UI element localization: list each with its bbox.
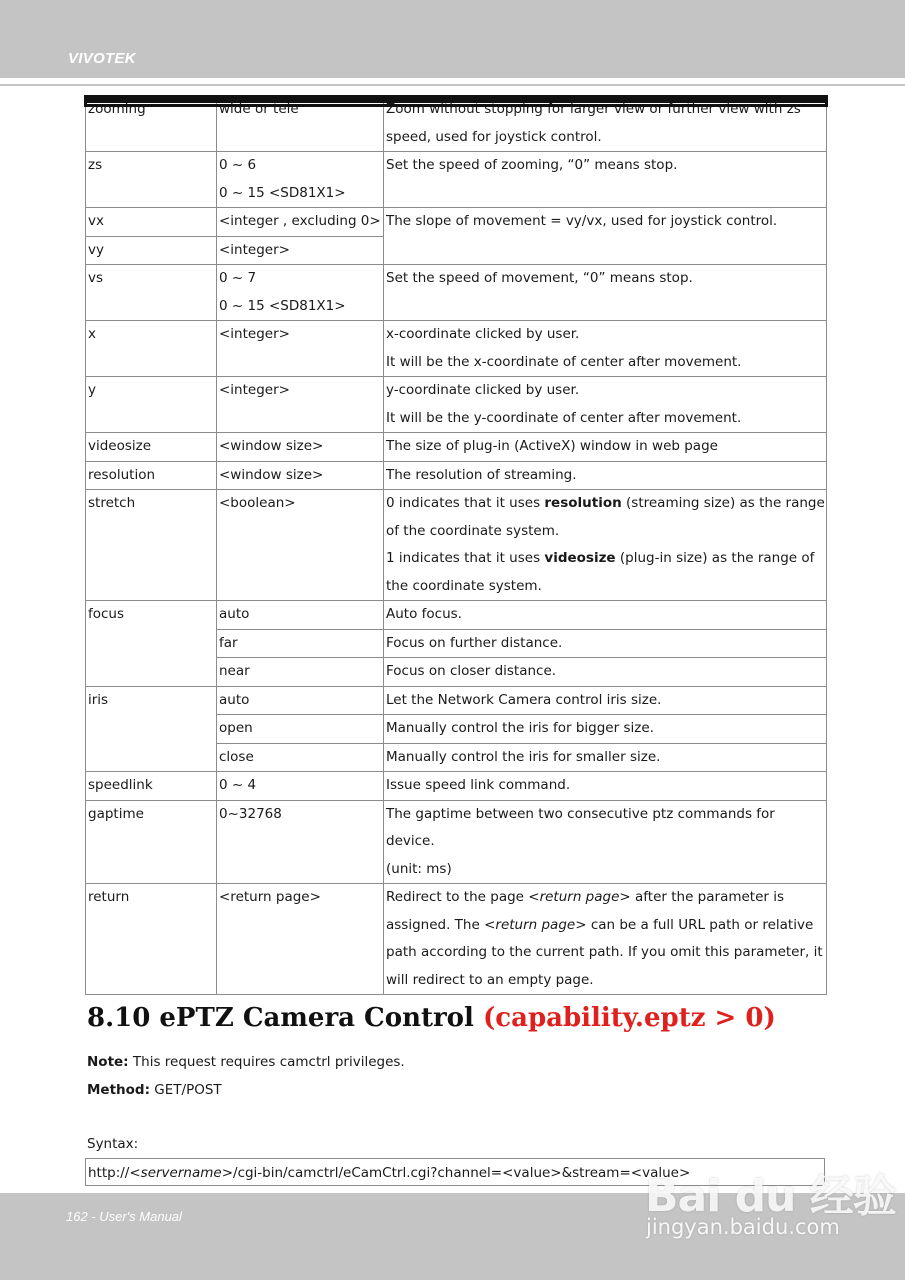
param-value: wide or tele [219,101,299,117]
param-value: open [219,720,253,736]
param-description-cell [384,743,827,772]
desc-line: (unit: ms) [386,860,452,877]
param-value: <window size> [219,438,324,454]
param-name: vs [88,270,104,286]
desc-line: path according to the current path. If you omit this parameter, it [386,944,823,960]
param-description-cell [384,601,827,630]
param-description-cell [384,884,827,995]
param-name: vy [88,241,104,258]
param-name-cell [86,208,217,237]
param-value-cell [217,884,384,995]
desc-line: the coordinate system. [386,577,542,594]
desc-line: Set the speed of movement, “0” means stop. [386,270,693,286]
param-name-cell [86,800,217,884]
table-row [86,321,827,377]
param-value: 0 ~ 15 <SD81X1> [219,297,346,314]
table-row [86,208,827,237]
param-value: 0 ~ 7 [219,270,257,286]
param-description-cell [384,686,827,715]
param-value-cell [217,800,384,884]
param-name: x [88,326,96,342]
param-value: auto [219,691,250,708]
param-name-cell [86,490,217,601]
desc-line: Focus on further distance. [386,634,563,651]
param-value: <boolean> [219,495,296,511]
param-name: vx [88,213,104,229]
param-description-cell [384,96,827,152]
desc-line: It will be the x-coordinate of center after movement. [386,353,742,370]
desc-line: will redirect to an empty page. [386,971,594,988]
param-name: return [88,889,130,905]
param-value: 0~32768 [219,805,282,822]
watermark-site: jingyan.baidu.com [646,1215,840,1239]
param-description-cell [384,377,827,433]
desc-line: The size of plug-in (ActiveX) window in web page [386,438,718,454]
param-description-cell [384,490,827,601]
desc-line: Zoom without stopping for larger view or further view with zs [386,101,801,117]
param-value: 0 ~ 4 [219,777,257,793]
param-value-cell [217,152,384,208]
desc-line: It will be the y-coordinate of center after movement. [386,409,742,426]
param-value-cell [217,490,384,601]
param-name-cell [86,601,217,687]
param-value-cell [217,601,384,630]
param-description-cell [384,772,827,801]
param-value: <window size> [219,466,324,483]
param-description-cell [384,321,827,377]
desc-line: speed, used for joystick control. [386,128,602,145]
param-description-cell [384,629,827,658]
param-name-cell [86,461,217,490]
param-value: <integer> [219,326,290,342]
param-value-cell [217,321,384,377]
param-value: auto [219,606,250,622]
param-description-cell [384,152,827,208]
table-row [86,772,827,801]
param-name-cell [86,321,217,377]
param-description-cell [384,433,827,462]
param-name-cell [86,772,217,801]
watermark-logo: Bai du 经验 [645,1171,896,1222]
param-value-cell [217,433,384,462]
desc-line: Auto focus. [386,606,462,622]
param-value-cell [217,461,384,490]
param-name-cell [86,152,217,208]
param-value: <integer> [219,382,290,398]
brand-logo: VIVOTEK [68,50,136,67]
param-value: 0 ~ 15 <SD81X1> [219,184,346,201]
param-name-cell [86,884,217,995]
param-value: <integer> [219,241,290,258]
param-name: speedlink [88,777,153,793]
desc-line: Manually control the iris for bigger size. [386,720,654,736]
param-name-cell [86,96,217,152]
desc-line: The resolution of streaming. [386,466,577,483]
param-value-cell [217,658,384,687]
desc-line: The slope of movement = vy/vx, used for joystick control. [386,213,778,229]
param-name-cell [86,377,217,433]
param-value-cell [217,236,384,265]
desc-line: x-coordinate clicked by user. [386,326,580,342]
param-description-cell [384,800,827,884]
param-value-cell [217,686,384,715]
table-row [86,265,827,321]
desc-line: y-coordinate clicked by user. [386,382,580,398]
param-name: y [88,382,96,398]
param-name: videosize [88,438,152,454]
desc-line: Let the Network Camera control iris size. [386,691,662,708]
param-value-cell [217,265,384,321]
table-row [86,686,827,715]
param-value-cell [217,772,384,801]
param-value: far [219,634,238,651]
param-name: iris [88,691,109,708]
param-name: stretch [88,495,136,511]
param-name: resolution [88,466,156,483]
desc-line: 1 indicates that it uses videosize (plug-in size) as the range of [386,550,815,566]
table-row [86,884,827,995]
param-name-cell [86,433,217,462]
syntax-label: Syntax: [87,1136,139,1152]
param-value: <integer , excluding 0> [219,213,381,229]
param-value: <return page> [219,889,321,905]
note-paragraph: Note: This request requires camctrl privileges. [87,1054,405,1070]
desc-line: assigned. The <return page> can be a full URL path or relative [386,916,814,933]
param-description-cell [384,461,827,490]
desc-line: Issue speed link command. [386,777,571,793]
table-row [86,601,827,630]
table-row [86,490,827,601]
ptz-parameter-table [85,95,827,995]
desc-line: Manually control the iris for smaller size. [386,748,661,765]
desc-line: Set the speed of zooming, “0” means stop. [386,157,678,173]
param-value-cell [217,715,384,744]
param-description-cell [384,715,827,744]
table-row [86,800,827,884]
param-value: 0 ~ 6 [219,157,257,173]
param-name-cell [86,265,217,321]
page-header [0,0,905,78]
desc-line: Redirect to the page <return page> after the parameter is [386,889,785,905]
param-name-cell [86,686,217,772]
param-value-cell [217,377,384,433]
header-rule [0,84,905,86]
table-row [86,433,827,462]
param-description-cell [384,658,827,687]
param-name: zs [88,157,103,173]
table-row [86,377,827,433]
param-name: zooming [88,101,146,117]
param-value-cell [217,208,384,237]
param-description-cell [384,265,827,321]
method-paragraph: Method: GET/POST [87,1082,222,1098]
param-name: focus [88,606,125,622]
param-description-cell [384,208,827,265]
param-name-cell [86,236,217,265]
param-value: close [219,748,254,765]
desc-line: of the coordinate system. [386,522,560,539]
table-row [86,96,827,152]
table-row [86,461,827,490]
param-value: near [219,663,250,679]
param-value-cell [217,629,384,658]
desc-line: The gaptime between two consecutive ptz commands for device. [386,805,775,849]
param-name: gaptime [88,805,144,822]
page-number: 162 - User's Manual [66,1209,182,1224]
desc-line: 0 indicates that it uses resolution (streaming size) as the range [386,495,825,511]
table-row [86,152,827,208]
syntax-box: http://<servername>/cgi-bin/camctrl/eCamCtrl.cgi?channel=<value>&stream=<value> [85,1158,825,1186]
section-title: 8.10 ePTZ Camera Control (capability.eptz > 0) [87,1003,776,1033]
desc-line: Focus on closer distance. [386,663,557,679]
param-value-cell [217,96,384,152]
section-condition: (capability.eptz > 0) [482,1003,776,1033]
param-value-cell [217,743,384,772]
